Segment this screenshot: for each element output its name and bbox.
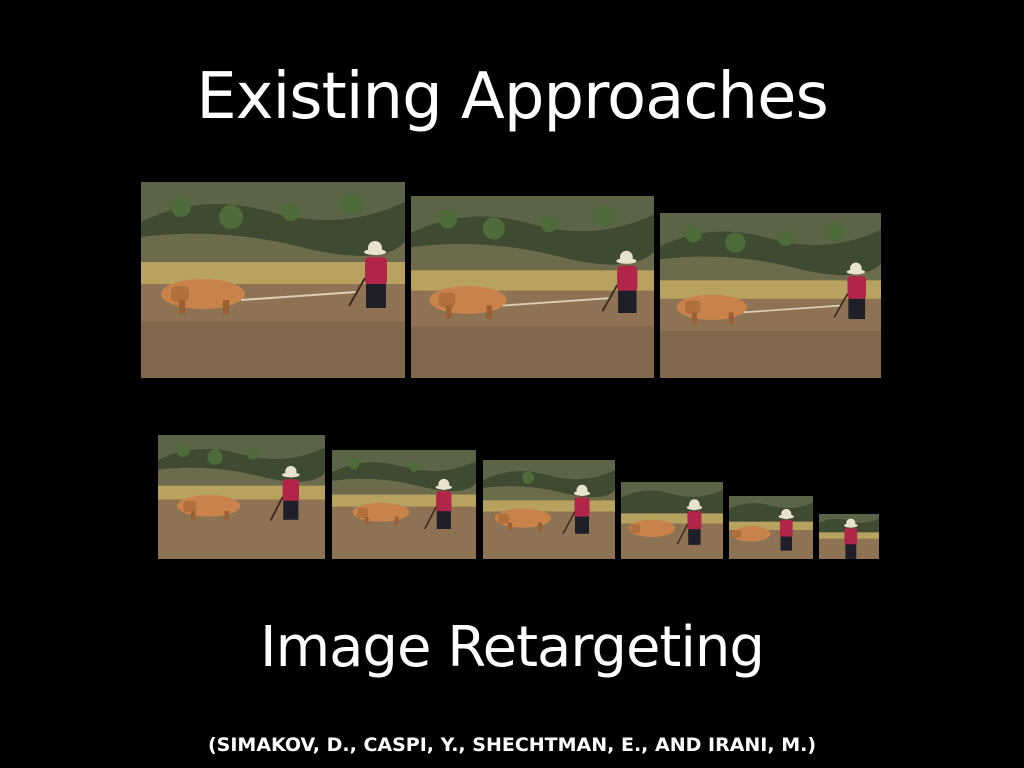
slide-subtitle: Image Retargeting (260, 615, 764, 680)
photo-retargeted-2 (660, 213, 881, 378)
citation: (SIMAKOV, D., CASPI, Y., SHECHTMAN, E., AND IRANI, M.) (207, 734, 817, 756)
photo-retargeted-8 (819, 514, 879, 559)
photo-retargeted-4 (332, 450, 476, 559)
photo-retargeted-1 (411, 196, 654, 378)
photo-retargeted-5 (483, 460, 615, 559)
photo-retargeted-3 (158, 435, 325, 559)
photo-retargeted-7 (729, 496, 813, 559)
photo-original (141, 182, 405, 378)
slide-title: Existing Approaches (196, 60, 828, 134)
photo-retargeted-6 (621, 482, 723, 559)
